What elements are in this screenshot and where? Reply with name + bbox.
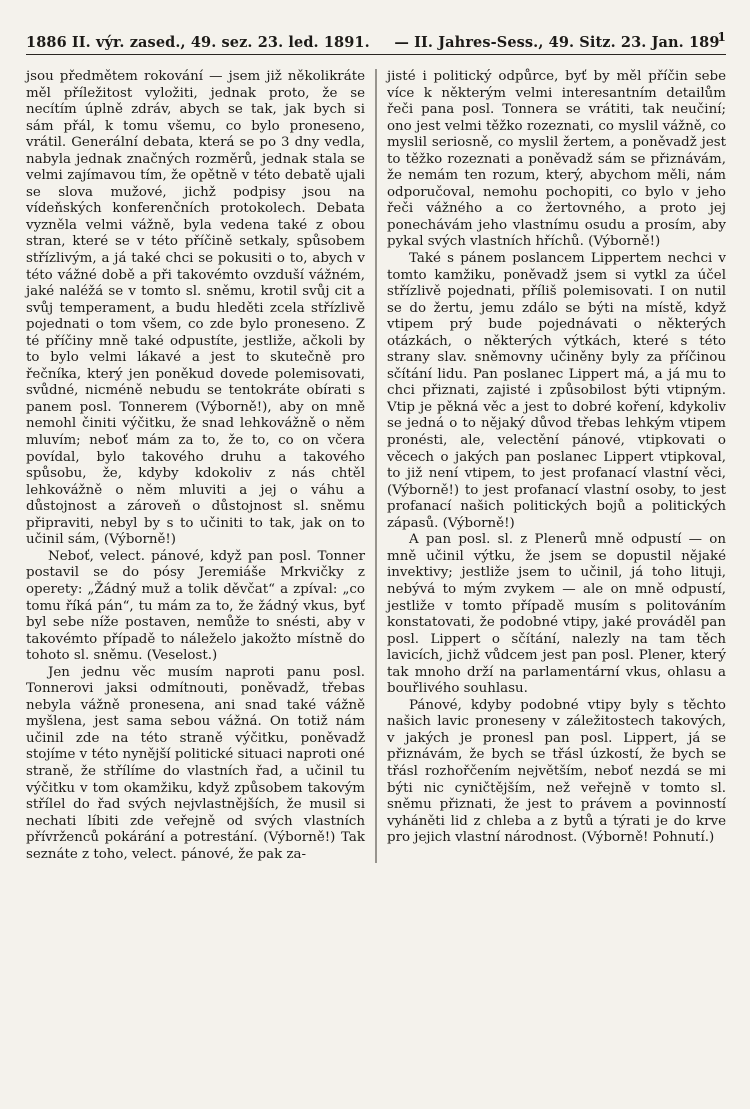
page-number: 1: [717, 30, 726, 44]
right-column: [381, 69, 726, 863]
left-paragraph-1: jsou předmětem rokování — jsem již několikráte měl příležitost vyložiti, jednak proto, že se necítím úplně zdráv, abych se tak, jak bych si sám přál, k tomu všemu, co bylo proneseno, vrátil. Generální debata, která se po 3 dny vedla, nabyla jednak značných rozměrů, jednak stala se velmi zajímavou tím, že opětně v této debatě ujali se slova mužové, jichž podpisy jsou na vídeňských konferenčních protokolech. Debata vyzněla velmi vážně, byla vedena také z obou stran, které se v této příčině setkaly, spůsobem střízlivým, a já také chci se pokusiti o to, abych v této vážné době a při takovémto ovzduší vážném, jaké naléžá se v tomto sl. sněmu, krotil svůj cit a svůj temperament, a budu hleděti zcela střízlivě pojednati o tom všem, co zde bylo proneseno. Z té příčiny mně také odpustíte, jestliže, ačkoli by to bylo velmi lákavé a jest to skutečně pro řečníka, který jen poněkud dovede polemisovati, svůdné, nicméně nebudu se tentokráte obírati s panem posl. Tonnerem (Výborně!), aby on mně nemohl činiti výčitku, že snad lehkovážně o něm mluvím; neboť mám za to, že to, co on včera povídal, bylo takového druhu a takového spůsobu, že, kdyby kdokoliv z nás chtěl lehkovážně o něm mluviti a jej o váhu a důstojnost a zároveň o důstojnost sl. sněmu připraviti, nebyl by s to učiniti to tak, jak on to učinil sám, (Výborně!): [26, 69, 365, 548]
header-czech: 1886 II. výr. zased., 49. sez. 23. led. 1891.: [26, 33, 370, 51]
header-german-text: — II. Jahres-Sess., 49. Sitz. 23. Jan. 189: [394, 33, 720, 51]
right-paragraph-3: A pan posl. sl. z Plenerů mně odpustí — on mně učinil výtku, že jsem se dopustil nějaké invektivy; jestliže jsem to učinil, já toho lituji, nebývá to mým zvykem — ale on mně odpustí, jestliže v tomto případě musím s politováním konstatovati, že podobné vtipy, jaké prováděl pan posl. Lippert o sčítání, nalezly na tam těch lavicích, jichž vůdcem jest pan posl. Plener, který tak mnoho drží na parlamentární vkus, ohlasu a bouřlivého souhlasu.: [387, 532, 726, 697]
right-paragraph-4: Pánové, kdyby podobné vtipy byly s těchto našich lavic proneseny v záležitostech takových, v jakých je pronesl pan posl. Lippert, já se přiznávám, že bych se třásl úzkostí, že bych se třásl rozhořčením největším, neboť nezdá se mi býti nic cyničtějším, než veřejně v tomto sl. sněmu přiznati, že jest to právem a povinností vyháněti lid z chleba a z bytů a týrati je do krve pro jejich vlastní národnost. (Výborně! Pohnutí.): [387, 697, 726, 846]
left-paragraph-2: Neboť, velect. pánové, když pan posl. Tonner postavil se do pósy Jeremiáše Mrkvičky z operety: „Žádný muž a tolik děvčat“ a zpíval: „co tomu říká pán“, tu mám za to, že žádný vkus, byť byl sebe níže postaven, nemůže to snésti, aby v takovémto případě to náleželo jakožto místně do tohoto sl. sněmu. (Veselost.): [26, 548, 365, 664]
text-columns: [26, 69, 726, 863]
header-german: [394, 22, 726, 58]
left-column: [26, 69, 371, 863]
left-paragraph-3: Jen jednu věc musím naproti panu posl. Tonnerovi jaksi odmítnouti, poněvadž, třebas nebyla vážně pronesena, ani snad také vážně myšlena, jest sama sebou vážná. On totiž nám učinil zde na této straně výčitku, poněvadž stojíme v této nynější politické situaci naproti oné straně, že střílíme do vlastních řad, a učinil tu výčitku v tom okamžiku, když způsobem takovým střílel do řad svých nejvlastnějších, že musil si nechati líbiti zde veřejně od svých vlastních přívrženců pokárání a potrestání. (Výborně!) Tak seznáte z toho, velect. pánové, že pak za-: [26, 664, 365, 862]
right-paragraph-2: Také s pánem poslancem Lippertem nechci v tomto kamžiku, poněvadž jsem si vytkl za účel střízlivě pojednati, příliš polemisovati. I on nutil se do žertu, jemu zdálo se býti na místě, když vtipem prý bude pojednávati o některých otázkách, o některých výtkách, které s této strany slav. sněmovny učiněny byly za příčinou sčítání lidu. Pan poslanec Lippert má, a já mu to chci přiznati, zajisté i způsobilost býti vtipným. Vtip je pěkná věc a jest to dobré koření, kdykoliv se jedná o to nějaký důvod třebas lehkým vtipem pronésti, ale, velectění pánové, vtipkovati o věcech o jakých pan poslanec Lippert vtipkoval, to již není vtipem, to jest profanací vlastní věci, (Výborně!) to jest profanací vlastní osoby, to jest profanací našich politických bojů a politických zápasů. (Výborně!): [387, 251, 726, 531]
page-header: [26, 22, 726, 52]
right-paragraph-1: jisté i politický odpůrce, byť by měl příčin sebe více k některým velmi interesantním detailům řeči pana posl. Tonnera se vrátiti, tak neučiní; ono jest velmi těžko rozeznati, co myslil vážně, co myslil seriosně, co myslil žertem, a poněvadž jest to těžko rozeznati a poněvadž sám se přiznávám, že nemám ten rozum, který, abychom měli, nám odporučoval, nemohu pochopiti, co bylo v jeho řeči vážného a co žertovného, a proto jej ponechávám jeho vlastnímu osudu a prosím, aby pykal svých vlastních hříchů. (Výborně!): [387, 69, 726, 250]
